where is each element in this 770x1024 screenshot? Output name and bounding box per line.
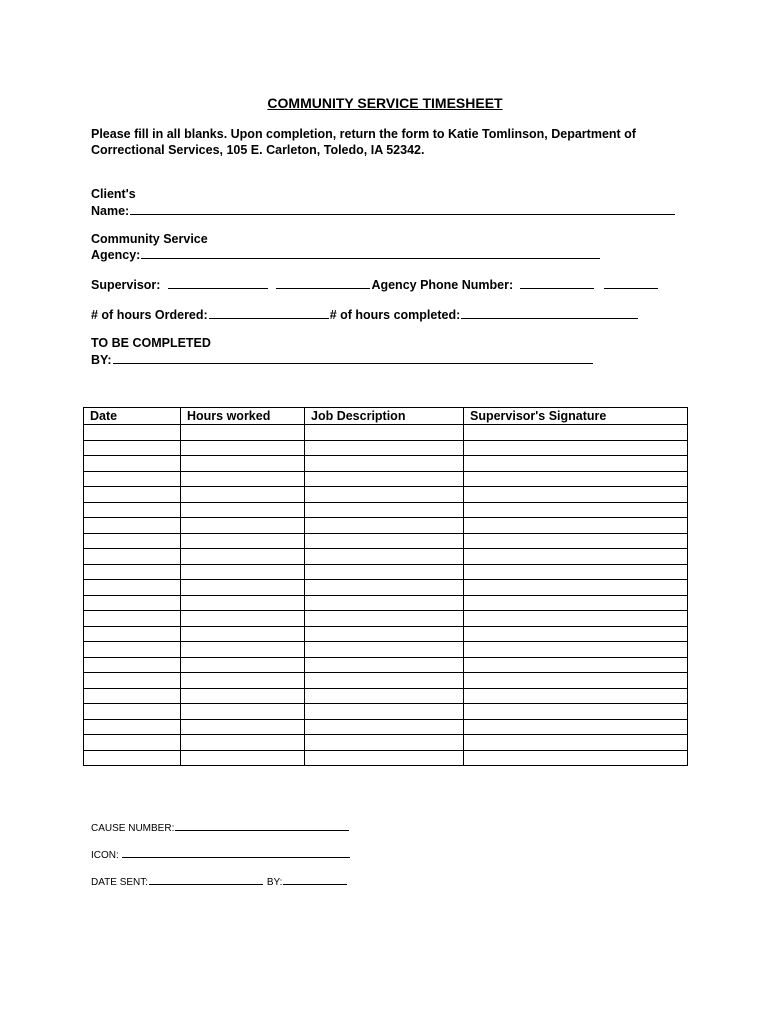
job-description-cell[interactable]: [305, 456, 464, 472]
supervisor-label: Supervisor:: [91, 278, 161, 292]
header-date: Date: [84, 408, 181, 425]
hours-worked-cell[interactable]: [181, 611, 305, 627]
job-description-cell[interactable]: [305, 564, 464, 580]
table-row: [84, 502, 688, 518]
cause-number-field[interactable]: [175, 822, 349, 831]
job-description-cell[interactable]: [305, 518, 464, 534]
job-description-cell[interactable]: [305, 688, 464, 704]
hours-worked-cell[interactable]: [181, 688, 305, 704]
hours-worked-cell[interactable]: [181, 704, 305, 720]
date-cell[interactable]: [84, 580, 181, 596]
table-row: [84, 595, 688, 611]
hours-worked-cell[interactable]: [181, 595, 305, 611]
table-row: [84, 518, 688, 534]
hours-worked-cell[interactable]: [181, 564, 305, 580]
hours-completed-label: # of hours completed:: [329, 308, 461, 322]
hours-worked-cell[interactable]: [181, 518, 305, 534]
date-sent-field[interactable]: [149, 876, 263, 885]
date-cell[interactable]: [84, 704, 181, 720]
date-cell[interactable]: [84, 533, 181, 549]
date-cell[interactable]: [84, 595, 181, 611]
job-description-cell[interactable]: [305, 657, 464, 673]
job-description-cell[interactable]: [305, 580, 464, 596]
table-row: [84, 704, 688, 720]
job-description-cell[interactable]: [305, 595, 464, 611]
signature-cell[interactable]: [464, 673, 688, 689]
instructions-line-1: Please fill in all blanks. Upon completion, return the form to Katie Tomlinson, Department of: [91, 127, 636, 141]
date-sent-row: [91, 876, 348, 888]
agency-phone-label: Agency Phone Number:: [371, 278, 514, 292]
agency-phone-field-2[interactable]: [604, 277, 658, 289]
signature-cell[interactable]: [464, 642, 688, 658]
client-name-field[interactable]: [130, 203, 675, 215]
completed-by-row: [91, 352, 594, 367]
job-description-cell[interactable]: [305, 735, 464, 751]
date-cell[interactable]: [84, 564, 181, 580]
instructions-line-2: Correctional Services, 105 E. Carleton, Toledo, IA 52342.: [91, 143, 425, 157]
job-description-cell[interactable]: [305, 626, 464, 642]
icon-field[interactable]: [122, 849, 350, 858]
signature-cell[interactable]: [464, 626, 688, 642]
date-cell[interactable]: [84, 657, 181, 673]
supervisor-field-2[interactable]: [276, 277, 370, 289]
hours-row: [91, 307, 639, 322]
date-cell[interactable]: [84, 750, 181, 766]
date-cell[interactable]: [84, 626, 181, 642]
hours-completed-field[interactable]: [461, 307, 638, 319]
signature-cell[interactable]: [464, 580, 688, 596]
table-header-row: [84, 408, 688, 425]
signature-cell[interactable]: [464, 425, 688, 441]
table-row: [84, 456, 688, 472]
hours-worked-cell[interactable]: [181, 425, 305, 441]
hours-worked-cell[interactable]: [181, 657, 305, 673]
table-row: [84, 471, 688, 487]
signature-cell[interactable]: [464, 533, 688, 549]
agency-field[interactable]: [141, 247, 600, 259]
table-row: [84, 673, 688, 689]
job-description-cell[interactable]: [305, 673, 464, 689]
hours-worked-cell[interactable]: [181, 487, 305, 503]
agency-label: Agency:: [91, 248, 141, 262]
table-row: [84, 564, 688, 580]
signature-cell[interactable]: [464, 611, 688, 627]
timesheet-table: [83, 407, 688, 766]
signature-cell[interactable]: [464, 549, 688, 565]
signature-cell[interactable]: [464, 719, 688, 735]
table-row: [84, 642, 688, 658]
date-cell[interactable]: [84, 735, 181, 751]
table-row: [84, 688, 688, 704]
completed-by-field[interactable]: [113, 352, 593, 364]
date-cell[interactable]: [84, 673, 181, 689]
job-description-cell[interactable]: [305, 611, 464, 627]
table-row: [84, 440, 688, 456]
hours-worked-cell[interactable]: [181, 549, 305, 565]
hours-worked-cell[interactable]: [181, 642, 305, 658]
job-description-cell[interactable]: [305, 487, 464, 503]
signature-cell[interactable]: [464, 704, 688, 720]
job-description-cell[interactable]: [305, 440, 464, 456]
date-cell[interactable]: [84, 611, 181, 627]
completed-by-label: BY:: [91, 353, 112, 367]
date-cell[interactable]: [84, 502, 181, 518]
agency-label-line-1: Community Service: [91, 232, 208, 246]
date-cell[interactable]: [84, 425, 181, 441]
date-sent-label: DATE SENT:: [91, 877, 149, 888]
job-description-cell[interactable]: [305, 502, 464, 518]
hours-worked-cell[interactable]: [181, 719, 305, 735]
agency-phone-field-1[interactable]: [520, 277, 594, 289]
date-cell[interactable]: [84, 456, 181, 472]
date-cell[interactable]: [84, 549, 181, 565]
table-row: [84, 425, 688, 441]
job-description-cell[interactable]: [305, 642, 464, 658]
header-hours-worked: Hours worked: [181, 408, 305, 425]
date-cell[interactable]: [84, 642, 181, 658]
completed-label-line-1: TO BE COMPLETED: [91, 336, 211, 350]
hours-worked-cell[interactable]: [181, 533, 305, 549]
signature-cell[interactable]: [464, 564, 688, 580]
signature-cell[interactable]: [464, 456, 688, 472]
client-name-label: Name:: [91, 204, 130, 218]
hours-ordered-field[interactable]: [209, 307, 329, 319]
job-description-cell[interactable]: [305, 750, 464, 766]
job-description-cell[interactable]: [305, 471, 464, 487]
icon-row: [91, 849, 351, 861]
hours-worked-cell[interactable]: [181, 440, 305, 456]
hours-ordered-label: # of hours Ordered:: [91, 308, 208, 322]
job-description-cell[interactable]: [305, 704, 464, 720]
header-supervisor-signature: Supervisor's Signature: [464, 408, 688, 425]
job-description-cell[interactable]: [305, 425, 464, 441]
signature-cell[interactable]: [464, 518, 688, 534]
icon-label: ICON:: [91, 850, 119, 861]
job-description-cell[interactable]: [305, 549, 464, 565]
table-row: [84, 735, 688, 751]
signature-cell[interactable]: [464, 595, 688, 611]
date-cell[interactable]: [84, 719, 181, 735]
client-label-line-1: Client's: [91, 187, 136, 201]
date-cell[interactable]: [84, 688, 181, 704]
hours-worked-cell[interactable]: [181, 456, 305, 472]
signature-cell[interactable]: [464, 487, 688, 503]
signature-cell[interactable]: [464, 657, 688, 673]
signature-cell[interactable]: [464, 502, 688, 518]
hours-worked-cell[interactable]: [181, 502, 305, 518]
job-description-cell[interactable]: [305, 533, 464, 549]
table-row: [84, 533, 688, 549]
by-field[interactable]: [283, 876, 347, 885]
cause-number-label: CAUSE NUMBER:: [91, 823, 175, 834]
table-row: [84, 611, 688, 627]
supervisor-row: [91, 277, 659, 292]
date-cell[interactable]: [84, 518, 181, 534]
cause-number-row: [91, 822, 350, 834]
table-row: [84, 719, 688, 735]
table-row: [84, 549, 688, 565]
hours-worked-cell[interactable]: [181, 750, 305, 766]
date-cell[interactable]: [84, 471, 181, 487]
hours-worked-cell[interactable]: [181, 580, 305, 596]
by-label: BY:: [266, 877, 283, 888]
hours-worked-cell[interactable]: [181, 626, 305, 642]
table-row: [84, 487, 688, 503]
signature-cell[interactable]: [464, 471, 688, 487]
signature-cell[interactable]: [464, 750, 688, 766]
signature-cell[interactable]: [464, 735, 688, 751]
table-row: [84, 657, 688, 673]
client-name-row: [91, 203, 676, 218]
hours-worked-cell[interactable]: [181, 735, 305, 751]
signature-cell[interactable]: [464, 440, 688, 456]
job-description-cell[interactable]: [305, 719, 464, 735]
table-row: [84, 626, 688, 642]
page-title: COMMUNITY SERVICE TIMESHEET: [267, 95, 503, 111]
hours-worked-cell[interactable]: [181, 673, 305, 689]
date-cell[interactable]: [84, 440, 181, 456]
header-job-description: Job Description: [305, 408, 464, 425]
date-cell[interactable]: [84, 487, 181, 503]
table-row: [84, 750, 688, 766]
agency-row: [91, 247, 601, 262]
supervisor-field-1[interactable]: [168, 277, 268, 289]
hours-worked-cell[interactable]: [181, 471, 305, 487]
table-row: [84, 580, 688, 596]
signature-cell[interactable]: [464, 688, 688, 704]
